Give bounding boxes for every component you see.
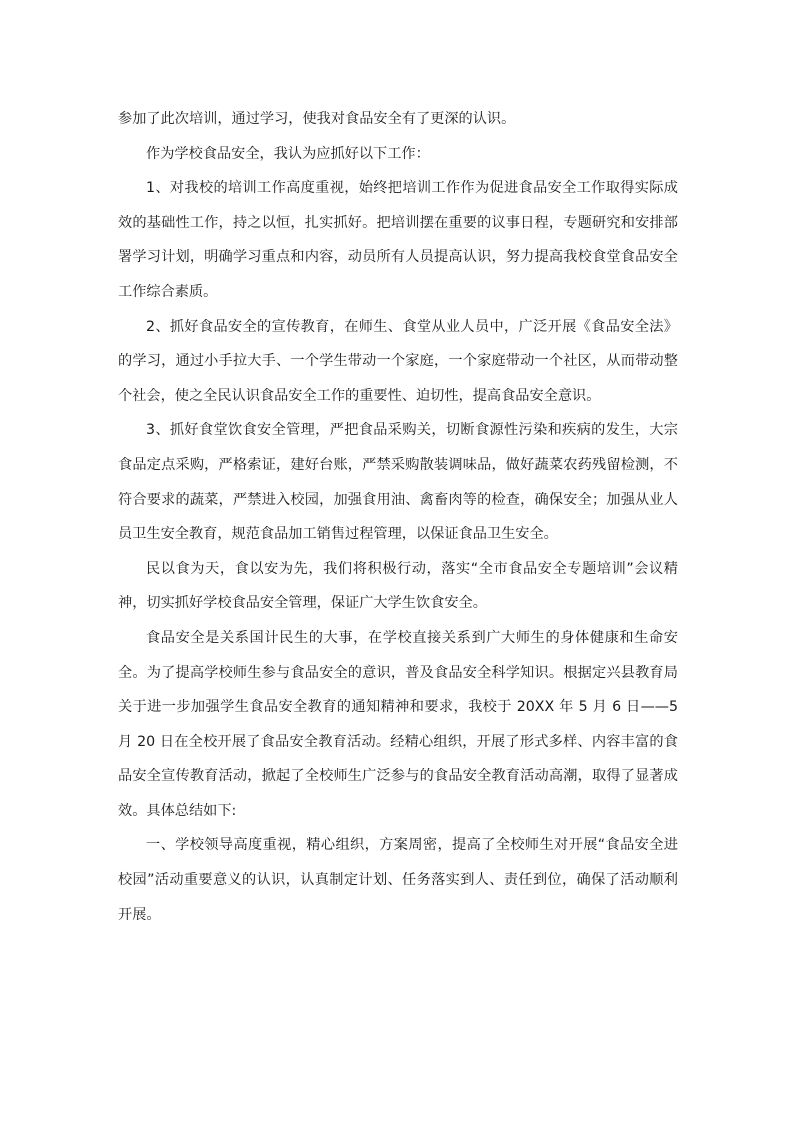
paragraph-8: 一、学校领导高度重视，精心组织，方案周密，提高了全校师生对开展“食品安全进校园”活动重要意义的认识，认真制定计划、任务落实到人、责任到位，确保了活动顺利开展。 [118,837,678,923]
paragraph-2: 作为学校食品安全，我认为应抓好以下工作： [146,145,430,162]
paragraph-1: 参加了此次培训，通过学习，使我对食品安全有了更深的认识。 [118,111,516,127]
paragraph-7: 食品安全是关系国计民生的大事，在学校直接关系到广大师生的身体健康和生命安全。为了提高学校师生参与食品安全的意识，普及食品安全科学知识。根据定兴县教育局关于进一步加强学生食品安全教育的通知精神和要求，我校于 20XX 年 5 月 6 日——5 月 20 日在全校开展了食品安全教育活动。经精心组织，开展了形式多样、内容丰富的食品安全宣传教育活动，掀起了全校师生广泛参与的食品安全教育活动高潮，取得了显著成效。具体总结如下: [118,629,678,819]
paragraph-5: 3、抓好食堂饮食安全管理，严把食品采购关，切断食源性污染和疾病的发生，大宗食品定点采购，严格索证，建好台账，严禁采购散装调味品，做好蔬菜农药残留检测，不符合要求的蔬菜，严禁进入校园，加强食用油、禽畜肉等的检查，确保安全；加强从业人员卫生安全教育，规范食品加工销售过程管理，以保证食品卫生安全。 [118,422,678,543]
paragraph-4: 2、抓好食品安全的宣传教育，在师生、食堂从业人员中，广泛开展《食品安全法》的学习，通过小手拉大手、一个学生带动一个家庭，一个家庭带动一个社区，从而带动整个社会，使之全民认识食品安全工作的重要性、迫切性，提高食品安全意识。 [118,318,678,404]
document-body [118,102,678,932]
paragraph-3: 1、对我校的培训工作高度重视，始终把培训工作作为促进食品安全工作取得实际成效的基础性工作，持之以恒，扎实抓好。把培训摆在重要的议事日程，专题研究和安排部署学习计划，明确学习重点和内容，动员所有人员提高认识，努力提高我校食堂食品安全工作综合素质。 [118,180,678,300]
paragraph-6: 民以食为天，食以安为先，我们将积极行动，落实“全市食品安全专题培训”会议精神，切实抓好学校食品安全管理，保证广大学生饮食安全。 [118,560,678,612]
